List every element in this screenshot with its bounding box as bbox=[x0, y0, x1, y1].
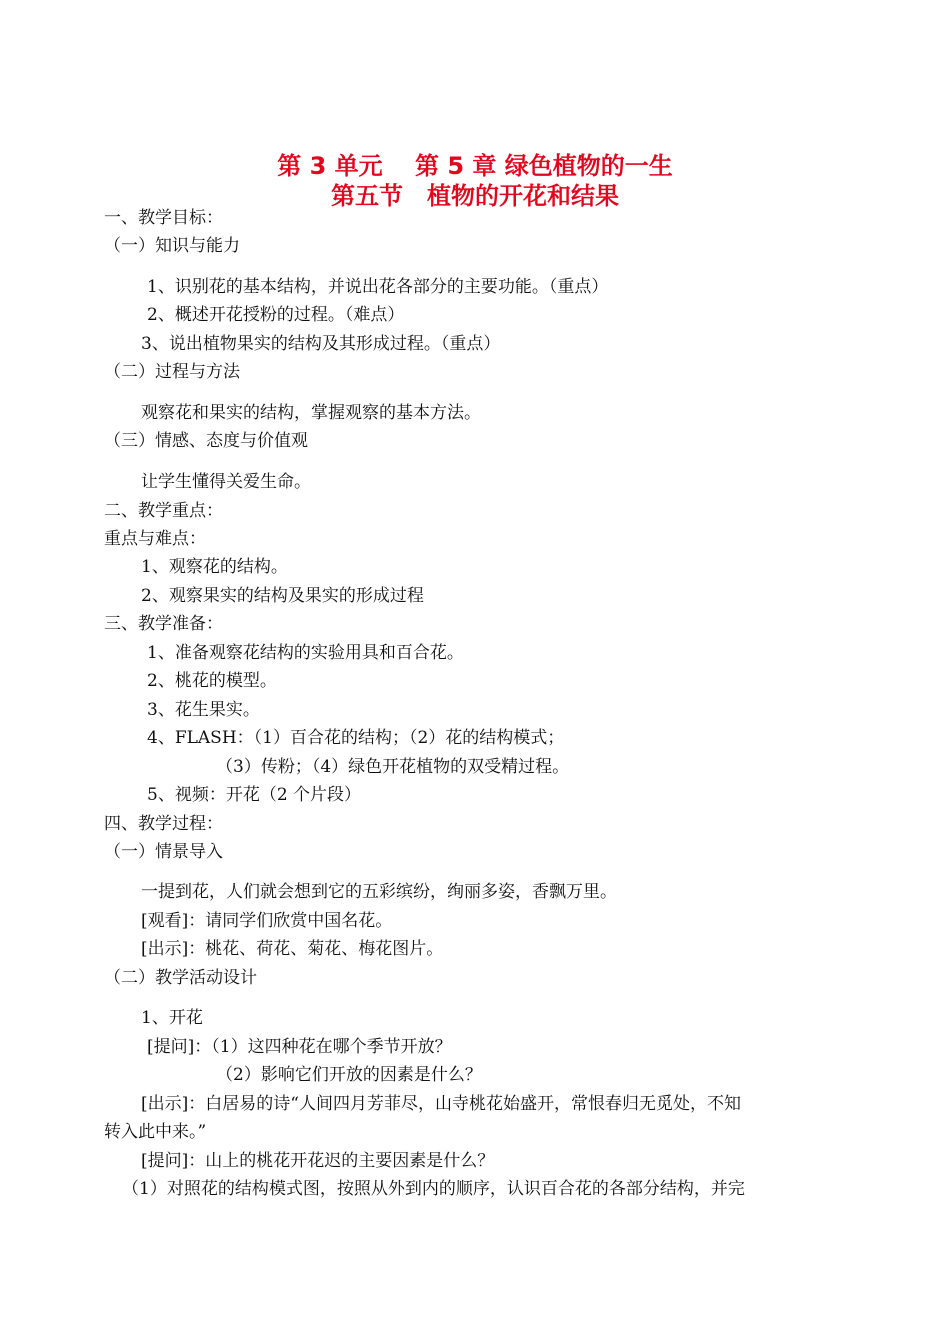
heading-teaching-process: 四、教学过程： bbox=[104, 814, 223, 834]
body-line: 让学生懂得关爱生命。 bbox=[141, 472, 311, 492]
heading-preparation: 三、教学准备： bbox=[104, 614, 223, 634]
body-line: [出示]：桃花、荷花、菊花、梅花图片。 bbox=[141, 939, 444, 959]
heading-key-points: 二、教学重点： bbox=[104, 501, 223, 521]
body-line: 观察花和果实的结构，掌握观察的基本方法。 bbox=[141, 403, 481, 423]
body-line: 转入此中来。” bbox=[104, 1122, 207, 1142]
title-line-1: 第 3 单元 第 5 章 绿色植物的一生 bbox=[277, 152, 673, 180]
body-line: 1、准备观察花结构的实验用具和百合花。 bbox=[147, 643, 464, 663]
body-line: 一提到花，人们就会想到它的五彩缤纷，绚丽多姿，香飘万里。 bbox=[141, 882, 617, 902]
subheading-activity-design: （二）教学活动设计 bbox=[104, 968, 257, 988]
body-line: [提问]：山上的桃花开花迟的主要因素是什么？ bbox=[141, 1151, 495, 1171]
body-line: 3、说出植物果实的结构及其形成过程。（重点） bbox=[141, 334, 501, 354]
body-line: [出示]：白居易的诗“人间四月芳菲尽，山寺桃花始盛开，常恨春归无觅处，不知 bbox=[141, 1094, 741, 1114]
body-line: 1、识别花的基本结构，并说出花各部分的主要功能。（重点） bbox=[147, 277, 609, 297]
subheading-introduction: （一）情景导入 bbox=[104, 842, 223, 862]
body-line: 2、概述开花授粉的过程。（难点） bbox=[147, 305, 405, 325]
body-line: （1）对照花的结构模式图，按照从外到内的顺序，认识百合花的各部分结构，并完 bbox=[122, 1179, 745, 1199]
subheading-difficulty: 重点与难点： bbox=[104, 529, 206, 549]
body-line: （3）传粉；（4）绿色开花植物的双受精过程。 bbox=[216, 757, 570, 777]
body-line: 2、观察果实的结构及果实的形成过程 bbox=[141, 586, 424, 606]
subheading-knowledge: （一）知识与能力 bbox=[104, 236, 240, 256]
title-line-2: 第五节 植物的开花和结果 bbox=[331, 182, 619, 210]
body-line: 1、开花 bbox=[141, 1008, 203, 1028]
body-line: [提问]：（1）这四种花在哪个季节开放？ bbox=[147, 1037, 452, 1057]
body-line: [观看]：请同学们欣赏中国名花。 bbox=[141, 911, 393, 931]
body-line: 2、桃花的模型。 bbox=[147, 671, 277, 691]
subheading-process: （二）过程与方法 bbox=[104, 362, 240, 382]
heading-objectives: 一、教学目标： bbox=[104, 208, 223, 228]
body-line: 1、观察花的结构。 bbox=[141, 557, 288, 577]
body-line: 3、花生果实。 bbox=[147, 700, 260, 720]
subheading-emotion: （三）情感、态度与价值观 bbox=[104, 431, 308, 451]
body-line: 4、FLASH：（1）百合花的结构；（2）花的结构模式； bbox=[147, 728, 565, 748]
body-line: 5、视频：开花（2 个片段） bbox=[147, 785, 362, 805]
body-line: （2）影响它们开放的因素是什么？ bbox=[216, 1065, 482, 1085]
